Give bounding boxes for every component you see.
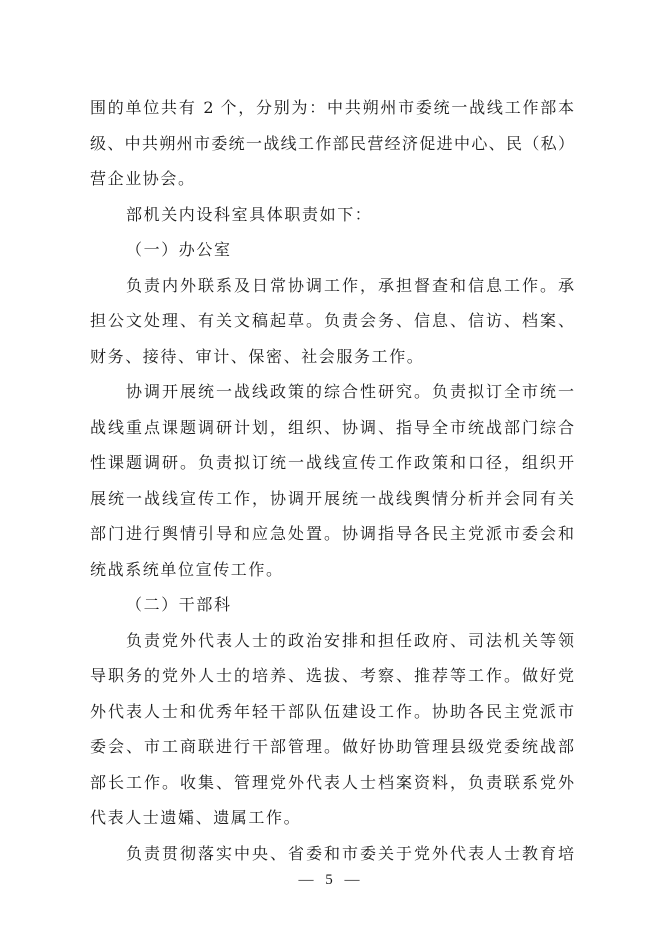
text-line: 委会、市工商联进行干部管理。做好协助管理县级党委统战部 [90, 737, 574, 756]
text-line: 战线重点课题调研计划，组织、协调、指导全市统战部门综合 [90, 417, 574, 437]
text-line: 协调开展统一战线政策的综合性研究。负责拟订全市统一 [126, 382, 574, 401]
text-line: 部门进行舆情引导和应急处置。协调指导各民主党派市委会和 [90, 524, 574, 543]
text-line: 负责内外联系及日常协调工作，承担督查和信息工作。承 [126, 275, 574, 295]
text-line: （二）干部科 [126, 595, 232, 614]
document-body [90, 96, 574, 877]
text-line: 统战系统单位宣传工作。 [90, 559, 284, 579]
text-line: 部机关内设科室具体职责如下： [126, 204, 373, 224]
text-line: 营企业协会。 [90, 169, 196, 188]
text-line: 导职务的党外人士的培养、选拔、考察、推荐等工作。做好党 [90, 666, 574, 685]
text-line: （一）办公室 [126, 240, 232, 259]
text-line: 围的单位共有 2 个，分别为：中共朔州市委统一战线工作部本 [90, 98, 574, 117]
text-line: 负责贯彻落实中央、省委和市委关于党外代表人士教育培 [126, 843, 574, 863]
text-line: 性课题调研。负责拟订统一战线宣传工作政策和口径，组织开 [90, 453, 574, 472]
text-line: 外代表人士和优秀年轻干部队伍建设工作。协助各民主党派市 [90, 701, 574, 721]
text-line: 级、中共朔州市委统一战线工作部民营经济促进中心、民（私） [90, 133, 574, 153]
text-line: 部长工作。收集、管理党外代表人士档案资料，负责联系党外 [90, 772, 574, 792]
text-line: 展统一战线宣传工作，协调开展统一战线舆情分析并会同有关 [90, 488, 574, 508]
text-line: 代表人士遗孀、遗属工作。 [90, 808, 302, 827]
text-line: 财务、接待、审计、保密、社会服务工作。 [90, 346, 425, 366]
page-number: — 5 — [298, 872, 364, 888]
text-line: 负责党外代表人士的政治安排和担任政府、司法机关等领 [126, 630, 574, 650]
text-line: 担公文处理、有关文稿起草。负责会务、信息、信访、档案、 [90, 311, 574, 330]
